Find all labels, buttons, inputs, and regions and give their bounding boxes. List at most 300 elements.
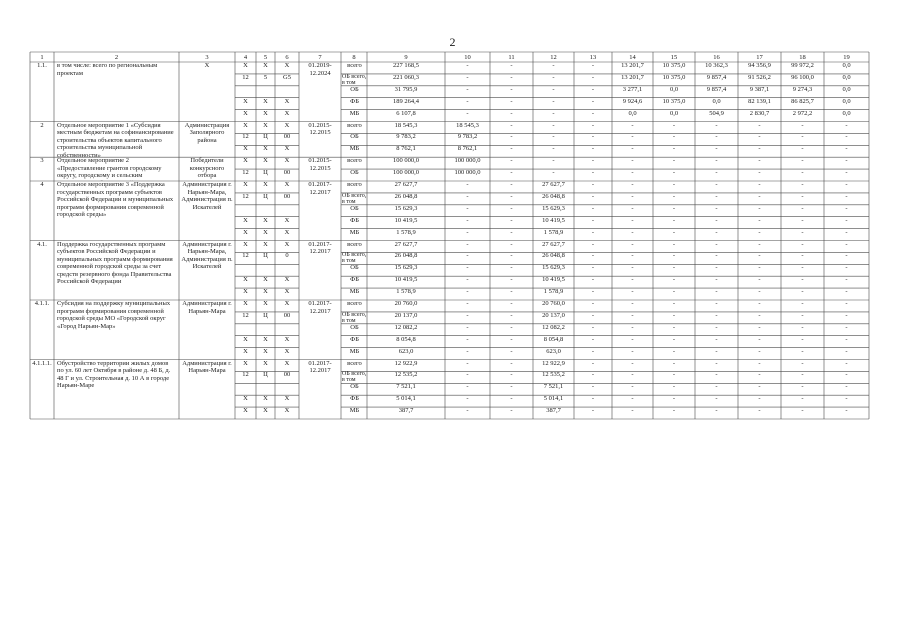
value-cell: - bbox=[758, 145, 761, 153]
value-cell: - bbox=[672, 264, 676, 272]
code-cell: Х bbox=[263, 97, 268, 105]
value-cell: - bbox=[466, 371, 469, 379]
value-cell: 94 356,9 bbox=[748, 62, 771, 69]
value-cell: 10 375,0 bbox=[662, 62, 686, 69]
value-cell: 10 419,5 bbox=[542, 276, 565, 284]
value-cell: 100 000,0 bbox=[454, 169, 481, 177]
code-cell: Х bbox=[243, 240, 248, 248]
value-cell: - bbox=[845, 145, 848, 153]
value-cell: - bbox=[758, 192, 761, 200]
value-cell: - bbox=[631, 300, 634, 307]
code-cell: Х bbox=[284, 407, 290, 415]
value-cell: - bbox=[672, 347, 676, 355]
code-cell: Х bbox=[243, 145, 248, 153]
value-cell: - bbox=[758, 359, 761, 367]
value-cell: 100 000,0 bbox=[393, 169, 419, 177]
value-cell: - bbox=[801, 181, 804, 188]
funding-source: МБ bbox=[349, 407, 360, 415]
value-cell: - bbox=[466, 192, 469, 200]
value-cell: 82 139,1 bbox=[748, 97, 771, 105]
value-cell: - bbox=[552, 109, 555, 117]
code-cell: Ц bbox=[263, 311, 268, 319]
value-cell: - bbox=[552, 169, 555, 177]
value-cell: - bbox=[715, 371, 718, 379]
code-cell: Х bbox=[263, 216, 268, 224]
value-cell: - bbox=[801, 157, 804, 165]
value-cell: - bbox=[631, 359, 634, 367]
value-cell: - bbox=[631, 395, 634, 403]
code-cell: 12 bbox=[242, 169, 249, 177]
code-cell: Х bbox=[284, 347, 290, 355]
header-cell: 8 bbox=[352, 53, 356, 61]
header-cell: 19 bbox=[843, 53, 850, 61]
header-cell: 10 bbox=[464, 53, 471, 61]
value-cell: - bbox=[591, 300, 595, 307]
value-cell: - bbox=[715, 347, 718, 355]
value-cell: - bbox=[510, 359, 513, 367]
value-cell: - bbox=[510, 228, 513, 236]
value-cell: - bbox=[591, 157, 595, 165]
code-cell: Х bbox=[263, 300, 268, 307]
value-cell: - bbox=[591, 133, 595, 141]
value-cell: 2 972,2 bbox=[792, 109, 813, 117]
value-cell: - bbox=[510, 97, 513, 105]
period: 01.2017-12.2017 bbox=[308, 300, 332, 315]
value-cell: - bbox=[801, 264, 804, 272]
value-cell: - bbox=[715, 252, 718, 260]
value-cell: - bbox=[631, 204, 634, 212]
value-cell: 8 762,1 bbox=[396, 145, 416, 153]
row-number: 4.1. bbox=[37, 240, 47, 248]
value-cell: - bbox=[715, 181, 718, 188]
value-cell: - bbox=[758, 169, 761, 177]
funding-source: всего bbox=[347, 121, 362, 129]
value-cell: - bbox=[715, 121, 718, 129]
value-cell: 10 419,5 bbox=[394, 216, 418, 224]
value-cell: - bbox=[758, 228, 761, 236]
code-cell: Х bbox=[263, 276, 268, 284]
value-cell: - bbox=[591, 85, 595, 93]
value-cell: - bbox=[758, 395, 761, 403]
value-cell: - bbox=[845, 371, 848, 379]
value-cell: - bbox=[845, 181, 848, 188]
value-cell: 12 535,2 bbox=[542, 371, 565, 379]
value-cell: - bbox=[672, 383, 676, 391]
funding-source: ОБ bbox=[350, 133, 359, 141]
value-cell: 5 014,1 bbox=[396, 395, 416, 403]
value-cell: 0,0 bbox=[669, 109, 679, 117]
code-cell: 12 bbox=[242, 192, 249, 200]
value-cell: - bbox=[845, 276, 848, 284]
value-cell: - bbox=[845, 228, 848, 236]
value-cell: - bbox=[801, 311, 804, 319]
value-cell: - bbox=[672, 228, 676, 236]
code-cell: Х bbox=[243, 228, 248, 236]
row-number: 1.1. bbox=[37, 62, 47, 69]
code-cell: Х bbox=[263, 347, 268, 355]
value-cell: - bbox=[510, 335, 513, 343]
header-cell: 17 bbox=[756, 53, 763, 61]
value-cell: 5 014,1 bbox=[543, 395, 564, 403]
value-cell: - bbox=[510, 145, 513, 153]
value-cell: 20 760,0 bbox=[542, 300, 565, 307]
header-cell: 2 bbox=[114, 53, 119, 61]
value-cell: - bbox=[715, 359, 718, 367]
row-number: 2 bbox=[40, 121, 44, 129]
value-cell: 9 857,4 bbox=[706, 73, 727, 81]
value-cell: - bbox=[801, 383, 804, 391]
value-cell: - bbox=[510, 85, 513, 93]
value-cell: - bbox=[801, 192, 804, 200]
code-cell: Х bbox=[263, 407, 268, 415]
code-cell: Х bbox=[284, 62, 290, 69]
value-cell: - bbox=[466, 323, 469, 331]
value-cell: - bbox=[801, 252, 804, 260]
value-cell: 0,0 bbox=[628, 109, 637, 117]
value-cell: - bbox=[845, 204, 848, 212]
code-cell: Х bbox=[284, 121, 290, 129]
funding-source: МБ bbox=[349, 228, 360, 236]
value-cell: - bbox=[715, 228, 718, 236]
header-cell: 6 bbox=[285, 53, 289, 61]
code-cell: Х bbox=[263, 157, 268, 165]
period: 01.2015-12.2015 bbox=[308, 157, 332, 172]
code-cell: Х bbox=[243, 335, 248, 343]
value-cell: - bbox=[631, 276, 634, 284]
value-cell: - bbox=[845, 252, 848, 260]
value-cell: - bbox=[672, 371, 676, 379]
executor: Администрация г. Нарьян-Мара, Администрация п. Искателей bbox=[181, 240, 233, 271]
funding-source: ОБ bbox=[350, 85, 359, 93]
value-cell: - bbox=[715, 407, 718, 415]
value-cell: - bbox=[631, 192, 634, 200]
value-cell: 12 082,2 bbox=[394, 323, 418, 331]
value-cell: - bbox=[801, 145, 804, 153]
value-cell: - bbox=[801, 204, 804, 212]
value-cell: - bbox=[801, 323, 804, 331]
value-cell: - bbox=[510, 323, 513, 331]
funding-source: ОБ всего, в том bbox=[342, 252, 367, 265]
value-cell: - bbox=[845, 240, 848, 248]
value-cell: 18 545,3 bbox=[456, 121, 479, 129]
code-cell: Ц bbox=[263, 252, 268, 260]
code-cell: 00 bbox=[283, 311, 291, 319]
code-cell: Х bbox=[284, 145, 290, 153]
code-cell: Х bbox=[263, 121, 268, 129]
value-cell: - bbox=[845, 407, 848, 415]
value-cell: - bbox=[845, 395, 848, 403]
row-number: 4 bbox=[40, 181, 44, 188]
value-cell: - bbox=[801, 121, 804, 129]
value-cell: - bbox=[510, 347, 513, 355]
code-cell: Х bbox=[263, 359, 268, 367]
code-cell: 12 bbox=[242, 311, 249, 319]
value-cell: - bbox=[510, 252, 513, 260]
header-cell: 4 bbox=[243, 53, 248, 61]
header-cell: 12 bbox=[550, 53, 557, 61]
value-cell: - bbox=[466, 383, 469, 391]
code-cell: Х bbox=[263, 109, 268, 117]
value-cell: 10 419,5 bbox=[542, 216, 565, 224]
value-cell: - bbox=[510, 276, 513, 284]
value-cell: - bbox=[672, 276, 676, 284]
value-cell: - bbox=[801, 288, 804, 296]
value-cell: - bbox=[466, 276, 469, 284]
value-cell: - bbox=[672, 407, 676, 415]
value-cell: 27 627,7 bbox=[394, 181, 418, 188]
value-cell: 0,0 bbox=[842, 85, 851, 93]
value-cell: - bbox=[631, 121, 634, 129]
value-cell: - bbox=[715, 288, 718, 296]
value-cell: 8 054,8 bbox=[543, 335, 564, 343]
value-cell: - bbox=[631, 169, 634, 177]
value-cell: - bbox=[591, 311, 595, 319]
value-cell: 0,0 bbox=[669, 85, 679, 93]
code-cell: Х bbox=[284, 395, 290, 403]
code-cell: Х bbox=[284, 300, 290, 307]
value-cell: - bbox=[845, 347, 848, 355]
value-cell: - bbox=[845, 121, 848, 129]
header-cell: 15 bbox=[670, 53, 678, 61]
value-cell: - bbox=[715, 276, 718, 284]
value-cell: 7 521,1 bbox=[396, 383, 416, 391]
value-cell: - bbox=[591, 276, 595, 284]
value-cell: - bbox=[672, 169, 676, 177]
value-cell: - bbox=[510, 288, 513, 296]
value-cell: - bbox=[510, 73, 513, 81]
value-cell: - bbox=[591, 335, 595, 343]
executor: Х bbox=[204, 62, 210, 69]
value-cell: - bbox=[510, 192, 513, 200]
funding-source: МБ bbox=[349, 109, 360, 117]
value-cell: 1 578,9 bbox=[543, 288, 564, 296]
code-cell: 12 bbox=[242, 252, 249, 260]
code-cell: Х bbox=[243, 109, 248, 117]
value-cell: - bbox=[715, 169, 718, 177]
value-cell: - bbox=[591, 252, 595, 260]
period: 01.2017-12.2017 bbox=[308, 181, 332, 196]
value-cell: 96 100,0 bbox=[791, 73, 814, 81]
funding-source: всего bbox=[347, 62, 362, 69]
value-cell: - bbox=[758, 335, 761, 343]
code-cell: Ц bbox=[263, 169, 268, 177]
header-cell: 1 bbox=[40, 53, 44, 61]
value-cell: - bbox=[672, 359, 676, 367]
code-cell: Х bbox=[263, 145, 268, 153]
value-cell: - bbox=[845, 359, 848, 367]
value-cell: - bbox=[591, 204, 595, 212]
page-number: 2 bbox=[449, 35, 456, 49]
row-number: 4.1.1.1. bbox=[32, 359, 52, 367]
value-cell: - bbox=[466, 347, 469, 355]
value-cell: 10 375,0 bbox=[662, 73, 686, 81]
code-cell: Х bbox=[284, 240, 290, 248]
code-cell: Х bbox=[263, 181, 268, 188]
value-cell: - bbox=[845, 323, 848, 331]
value-cell: 0,0 bbox=[842, 62, 851, 69]
header-cell: 14 bbox=[629, 53, 636, 61]
funding-source: ФБ bbox=[350, 276, 359, 284]
value-cell: 10 362,3 bbox=[705, 62, 728, 69]
value-cell: - bbox=[715, 157, 718, 165]
value-cell: - bbox=[801, 169, 804, 177]
value-cell: - bbox=[672, 157, 676, 165]
value-cell: 0,0 bbox=[842, 97, 851, 105]
value-cell: - bbox=[591, 145, 595, 153]
value-cell: 0,0 bbox=[842, 73, 851, 81]
value-cell: 221 060,3 bbox=[393, 73, 419, 81]
funding-source: ОБ bbox=[350, 169, 359, 177]
value-cell: 13 201,7 bbox=[621, 73, 644, 81]
value-cell: - bbox=[510, 121, 513, 129]
value-cell: - bbox=[631, 228, 634, 236]
value-cell: - bbox=[466, 109, 469, 117]
value-cell: 3 277,1 bbox=[622, 85, 643, 93]
code-cell: Х bbox=[284, 228, 290, 236]
code-cell: Х bbox=[243, 359, 248, 367]
value-cell: 18 545,3 bbox=[394, 121, 418, 129]
funding-source: ОБ bbox=[350, 323, 359, 331]
value-cell: - bbox=[758, 133, 761, 141]
value-cell: 9 274,3 bbox=[792, 85, 813, 93]
value-cell: - bbox=[672, 335, 676, 343]
code-cell: 00 bbox=[283, 192, 291, 200]
value-cell: - bbox=[466, 300, 469, 307]
value-cell: 9 783,2 bbox=[457, 133, 478, 141]
value-cell: - bbox=[801, 228, 804, 236]
code-cell: G5 bbox=[283, 73, 291, 81]
value-cell: 1 578,9 bbox=[543, 228, 564, 236]
value-cell: - bbox=[758, 311, 761, 319]
funding-source: ОБ bbox=[350, 383, 359, 391]
value-cell: - bbox=[672, 300, 676, 307]
code-cell: Х bbox=[284, 359, 290, 367]
value-cell: - bbox=[552, 157, 555, 165]
value-cell: - bbox=[466, 288, 469, 296]
value-cell: - bbox=[591, 323, 595, 331]
value-cell: - bbox=[591, 121, 595, 129]
value-cell: - bbox=[715, 335, 718, 343]
value-cell: - bbox=[801, 371, 804, 379]
value-cell: - bbox=[466, 311, 469, 319]
period: 01.2017-12.2017 bbox=[308, 359, 332, 375]
value-cell: - bbox=[715, 383, 718, 391]
value-cell: - bbox=[466, 252, 469, 260]
value-cell: - bbox=[758, 407, 761, 415]
value-cell: 6 107,8 bbox=[396, 109, 416, 117]
value-cell: - bbox=[466, 335, 469, 343]
value-cell: - bbox=[466, 264, 469, 272]
code-cell: Х bbox=[243, 288, 248, 296]
funding-source: ОБ bbox=[350, 264, 359, 272]
header-cell: 3 bbox=[205, 53, 209, 61]
value-cell: - bbox=[510, 62, 513, 69]
value-cell: 27 627,7 bbox=[542, 240, 565, 248]
code-cell: Х bbox=[243, 121, 248, 129]
measure-name: Отдельное мероприятие 2 «Предоставление грантов городскому округу, городскому и сельским bbox=[57, 157, 162, 180]
value-cell: - bbox=[672, 288, 676, 296]
value-cell: - bbox=[672, 181, 676, 188]
funding-source: МБ bbox=[349, 145, 360, 153]
funding-source: всего bbox=[347, 300, 362, 307]
code-cell: Х bbox=[243, 181, 248, 188]
value-cell: - bbox=[715, 133, 718, 141]
value-cell: - bbox=[552, 145, 555, 153]
value-cell: 387,7 bbox=[398, 407, 414, 415]
value-cell: 2 830,7 bbox=[749, 109, 770, 117]
funding-source: всего bbox=[347, 359, 362, 367]
code-cell: Х bbox=[263, 395, 268, 403]
value-cell: - bbox=[510, 204, 513, 212]
value-cell: - bbox=[631, 371, 634, 379]
value-cell: - bbox=[591, 181, 595, 188]
row-number: 4.1.1. bbox=[34, 300, 50, 307]
code-cell: Х bbox=[263, 335, 268, 343]
value-cell: - bbox=[510, 371, 513, 379]
value-cell: - bbox=[801, 216, 804, 224]
header-cell: 13 bbox=[589, 53, 597, 61]
value-cell: - bbox=[758, 383, 761, 391]
funding-source: МБ bbox=[349, 347, 360, 355]
value-cell: - bbox=[591, 240, 595, 248]
value-cell: - bbox=[466, 407, 469, 415]
value-cell: - bbox=[758, 204, 761, 212]
value-cell: - bbox=[591, 216, 595, 224]
value-cell: - bbox=[591, 228, 595, 236]
value-cell: - bbox=[672, 216, 676, 224]
value-cell: 100 000,0 bbox=[454, 157, 481, 165]
value-cell: - bbox=[801, 300, 804, 307]
code-cell: Х bbox=[243, 347, 248, 355]
value-cell: 1 578,9 bbox=[396, 228, 416, 236]
funding-source: ОБ всего, в том bbox=[342, 311, 367, 324]
code-cell: Х bbox=[284, 335, 290, 343]
value-cell: - bbox=[758, 276, 761, 284]
code-cell: Х bbox=[243, 407, 248, 415]
value-cell: 99 972,2 bbox=[791, 62, 814, 69]
value-cell: 20 760,0 bbox=[394, 300, 418, 307]
value-cell: - bbox=[510, 300, 513, 307]
value-cell: - bbox=[552, 133, 555, 141]
funding-source: ОБ всего, в том bbox=[342, 371, 367, 384]
value-cell: - bbox=[672, 323, 676, 331]
value-cell: 12 922,9 bbox=[394, 359, 418, 367]
value-cell: - bbox=[510, 311, 513, 319]
value-cell: 504,9 bbox=[709, 109, 724, 117]
measure-name: Субсидия на поддержку муниципальных программ формирования современной городской среды МО «Городской округ «Город Нарьян-Мар» bbox=[57, 300, 171, 330]
value-cell: - bbox=[715, 395, 718, 403]
value-cell: - bbox=[631, 383, 634, 391]
code-cell: 12 bbox=[242, 73, 249, 81]
value-cell: - bbox=[715, 323, 718, 331]
code-cell: Х bbox=[284, 216, 290, 224]
funding-source: ОБ всего, в том bbox=[342, 73, 367, 86]
value-cell: - bbox=[552, 85, 555, 93]
value-cell: - bbox=[591, 288, 595, 296]
value-cell: - bbox=[715, 216, 718, 224]
value-cell: - bbox=[631, 311, 634, 319]
value-cell: 0,0 bbox=[842, 109, 851, 117]
value-cell: 9 924,6 bbox=[622, 97, 643, 105]
value-cell: - bbox=[466, 359, 469, 367]
value-cell: - bbox=[591, 62, 595, 69]
measure-name: Отдельное мероприятие 1 «Субсидия местным бюджетам на софинансирование строительства объектов капитального строительства муниципальной собственности» bbox=[57, 121, 174, 158]
value-cell: - bbox=[758, 216, 761, 224]
value-cell: - bbox=[845, 157, 848, 165]
value-cell: - bbox=[510, 157, 513, 165]
funding-source: всего bbox=[347, 181, 362, 188]
executor: Победители конкурсного отбора bbox=[189, 157, 225, 180]
